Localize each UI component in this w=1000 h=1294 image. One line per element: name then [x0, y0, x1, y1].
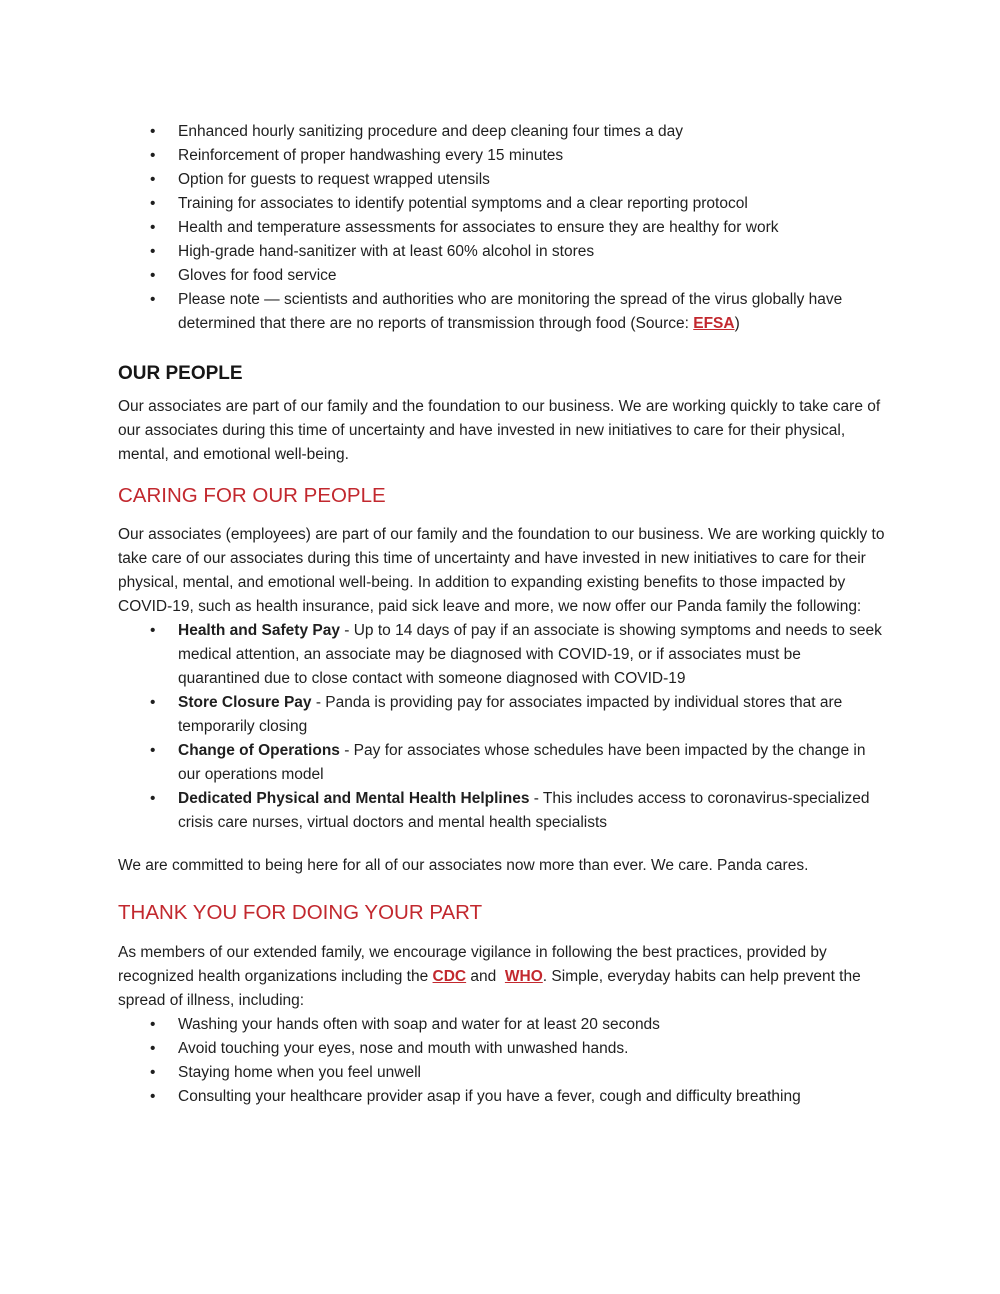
practices-text-3: . Simple, everyday habits can help prevent the spread of illness, including: — [118, 968, 866, 1009]
list-item — [118, 216, 886, 240]
transmission-note-item — [118, 288, 886, 336]
caring-intro-paragraph: Our associates (employees) are part of our family and the foundation to our business. We are working quickly to take care of our associates during this time of uncertainty and have invested in new initiatives to care for their physical, mental, and emotional well-being. In addition to expanding existing benefits to those impacted by COVID-19, such as health insurance, paid sick leave and more, we now offer our Panda family the following: — [118, 526, 885, 615]
practices-text-2: and — [466, 968, 505, 985]
who-link[interactable]: WHO — [504, 968, 543, 985]
habit-text: Washing your hands often with soap and water for at least 20 seconds — [178, 1016, 660, 1033]
list-item-text: Reinforcement of proper handwashing every 15 minutes — [178, 147, 564, 164]
habit-text: Avoid touching your eyes, nose and mouth with unwashed hands. — [178, 1040, 629, 1057]
cdc-link[interactable]: CDC — [432, 968, 467, 985]
healthy-habits-list — [118, 1013, 886, 1109]
habit-item — [118, 1013, 886, 1037]
benefit-description: - This includes access to coronavirus-specialized crisis care nurses, virtual doctors and mental health specialists — [178, 790, 870, 831]
list-item — [118, 192, 886, 216]
habit-item — [118, 1085, 886, 1109]
list-item-text: Option for guests to request wrapped utensils — [178, 171, 490, 188]
note-text: Please note — scientists and authorities who are monitoring the spread of the virus globally have determined that there are no reports of transmission through food (Source: — [178, 291, 847, 332]
commitment-paragraph: We are committed to being here for all of our associates now more than ever. We care. Panda cares. — [118, 857, 809, 874]
list-item-text: Training for associates to identify potential symptoms and a clear reporting protocol — [178, 195, 748, 212]
benefit-item — [118, 691, 886, 739]
our-people-heading: OUR PEOPLE — [118, 363, 243, 384]
practices-text-1: As members of our extended family, we encourage vigilance in following the best practices, provided by recognized health organizations including the — [118, 944, 832, 985]
habit-item — [118, 1061, 886, 1085]
thank-you-heading: THANK YOU FOR DOING YOUR PART — [118, 901, 483, 924]
list-item — [118, 144, 886, 168]
habit-text: Consulting your healthcare provider asap if you have a fever, cough and difficulty breathing — [178, 1088, 801, 1105]
benefit-item — [118, 619, 886, 691]
efsa-link[interactable]: EFSA — [693, 315, 735, 332]
list-item — [118, 168, 886, 192]
benefit-name: Dedicated Physical and Mental Health Helplines — [178, 790, 530, 807]
habit-item — [118, 1037, 886, 1061]
list-item-text: Health and temperature assessments for associates to ensure they are healthy for work — [178, 219, 779, 236]
list-item — [118, 240, 886, 264]
benefit-item — [118, 739, 886, 787]
transmission-note-list — [118, 288, 886, 336]
list-item-text: Gloves for food service — [178, 267, 337, 284]
benefit-name: Store Closure Pay — [178, 694, 312, 711]
benefit-item — [118, 787, 886, 835]
list-item-text: Enhanced hourly sanitizing procedure and deep cleaning four times a day — [178, 123, 683, 140]
benefit-description: - Panda is providing pay for associates impacted by individual stores that are temporarily closing — [178, 694, 843, 735]
benefit-description: - Pay for associates whose schedules have been impacted by the change in our operations model — [178, 742, 866, 783]
list-item-text: High-grade hand-sanitizer with at least 60% alcohol in stores — [178, 243, 595, 260]
benefit-description: - Up to 14 days of pay if an associate is showing symptoms and needs to seek medical attention, an associate may be diagnosed with COVID-19, or if associates must be quarantined due to close contact with someone diagnosed with COVID-19 — [178, 622, 882, 687]
our-people-paragraph: Our associates are part of our family and the foundation to our business. We are working quickly to take care of our associates during this time of uncertainty and have invested in new initiatives to care for their physical, mental, and emotional well-being. — [118, 398, 881, 463]
caring-for-our-people-heading: CARING FOR OUR PEOPLE — [118, 484, 386, 507]
benefit-name: Change of Operations — [178, 742, 340, 759]
best-practices-paragraph — [118, 941, 886, 1013]
list-item — [118, 120, 886, 144]
note-text-close: ) — [734, 315, 740, 332]
list-item — [118, 264, 886, 288]
associate-benefits-list — [118, 619, 886, 835]
sanitization-measures-list — [118, 120, 886, 288]
habit-text: Staying home when you feel unwell — [178, 1064, 421, 1081]
benefit-name: Health and Safety Pay — [178, 622, 340, 639]
